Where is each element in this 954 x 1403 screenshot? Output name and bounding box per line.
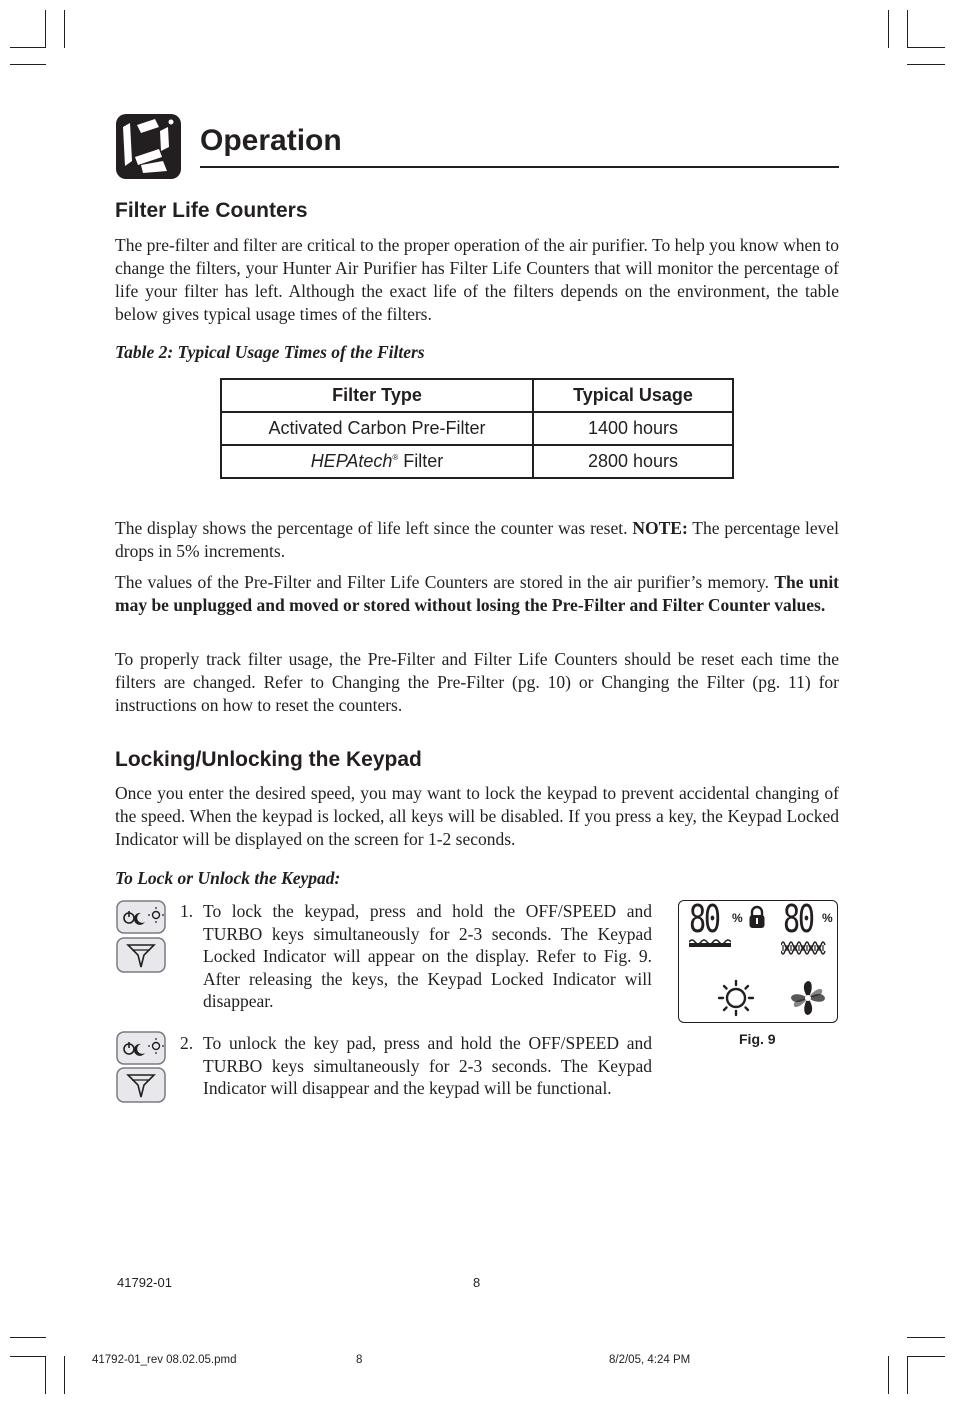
step-1 [180,900,652,1013]
slug-file-name: 41792-01_rev 08.02.05.pmd [92,1354,237,1366]
table-header-filter-type: Filter Type [221,379,533,412]
crop-mark [10,47,46,48]
fan-icon [789,979,827,1022]
page-title: Operation [200,124,342,157]
filter-usage-table [220,378,734,479]
figure-caption: Fig. 9 [739,1031,776,1047]
crop-mark [907,64,945,65]
step-text: To unlock the key pad, press and hold the OFF/SPEED and TURBO keys simultaneously for 2-3 seconds. The Keypad Indicator will disappear and the keypad will be functional. [203,1033,652,1098]
doc-number: 41792-01 [117,1275,172,1290]
keypad-intro-paragraph: Once you enter the desired speed, you may want to lock the keypad to prevent accidental changing of the speed. When the keypad is locked, all keys will be disabled. If you press a key, the Keypad Locked Indicator will be displayed on the screen for 1-2 seconds. [115,783,839,849]
left-level-bar [689,937,731,955]
crop-mark [907,47,945,48]
note-label: NOTE: [632,518,688,538]
right-readout: 80 [783,897,813,941]
brand-name: HEPAtech [310,451,393,471]
right-level-bar [781,939,827,962]
table-row [221,445,733,478]
keypad-subheading: To Lock or Unlock the Keypad: [115,868,341,888]
step-number: 2. [180,1033,194,1053]
table-cell-usage: 1400 hours [533,412,733,445]
turbo-key-icon [116,1067,166,1108]
table-header-row [221,379,733,412]
left-readout: 80 [689,897,719,941]
table-cell-filter-type [221,445,533,478]
crop-mark [907,1337,945,1338]
table-cell-usage: 2800 hours [533,445,733,478]
section-heading-keypad-lock: Locking/Unlocking the Keypad [115,748,422,771]
memory-paragraph: The values of the Pre-Filter and Filter Life Counters are stored in the air purifier’s memory. The unit may be unplugged and moved or stored without losing the Pre-Filter and Filter Counter values. [115,572,840,615]
off-speed-key-icon [116,1031,166,1070]
table-caption: Table 2: Typical Usage Times of the Filters [115,342,425,362]
table-row [221,412,733,445]
crop-mark [907,1356,945,1357]
lock-icon [748,905,766,934]
page-number: 8 [473,1275,481,1290]
right-percent: % [822,911,833,925]
title-rule [200,166,839,168]
step-2 [180,1032,652,1100]
crop-mark [907,1356,908,1394]
filter-intro-paragraph: The pre-filter and filter are critical to the proper operation of the air purifier. To help you know when to change the filters, your Hunter Air Purifier has Filter Life Counters that will monitor the percentage of life your filter has left. Although the exact life of the filters depends on the environment, the table below gives typical usage times of the filters. [115,235,839,324]
step-text: To lock the keypad, press and hold the OFF/SPEED and TURBO keys simultaneously for 2-3 seconds. The Keypad Locked Indicator will appear on the display. Refer to Fig. 9. After releasing the keys, the Keypad Locked Indicator will disappear. [203,901,652,1011]
crop-mark [45,1356,46,1394]
crop-mark [10,1356,46,1357]
sun-icon [716,979,756,1022]
crop-mark [10,1337,46,1338]
lcd-display-figure [678,897,838,1023]
left-percent: % [732,911,743,925]
operation-badge-icon [115,113,182,180]
memory-emphasis: The unit may be unplugged and moved or stored without losing the Pre-Filter and Filter Counter values. [115,572,840,615]
section-heading-filter-life: Filter Life Counters [115,199,308,222]
crop-mark [907,10,908,48]
slug-timestamp: 8/2/05, 4:24 PM [609,1354,691,1366]
crop-mark [64,1356,65,1394]
crop-mark [64,10,65,48]
crop-mark [888,10,889,48]
step-number: 1. [180,901,194,921]
crop-mark [45,10,46,48]
display-note-paragraph: The display shows the percentage of life left since the counter was reset. NOTE: The percentage level drops in 5% increments. [115,518,839,561]
crop-mark [888,1356,889,1394]
slug-page-number: 8 [356,1354,363,1366]
off-speed-key-icon [116,900,166,939]
turbo-key-icon [116,937,166,978]
table-cell-filter-type: Activated Carbon Pre-Filter [221,412,533,445]
reset-paragraph: To properly track filter usage, the Pre-Filter and Filter Life Counters should be reset each time the filters are changed. Refer to Changing the Pre-Filter (pg. 10) or Changing the Filter (pg. 11) for instructions on how to reset the counters. [115,649,839,715]
table-header-typical-usage: Typical Usage [533,379,733,412]
registered-mark: ® [392,453,399,462]
crop-mark [10,64,46,65]
filter-type-rest: Filter [398,451,444,471]
